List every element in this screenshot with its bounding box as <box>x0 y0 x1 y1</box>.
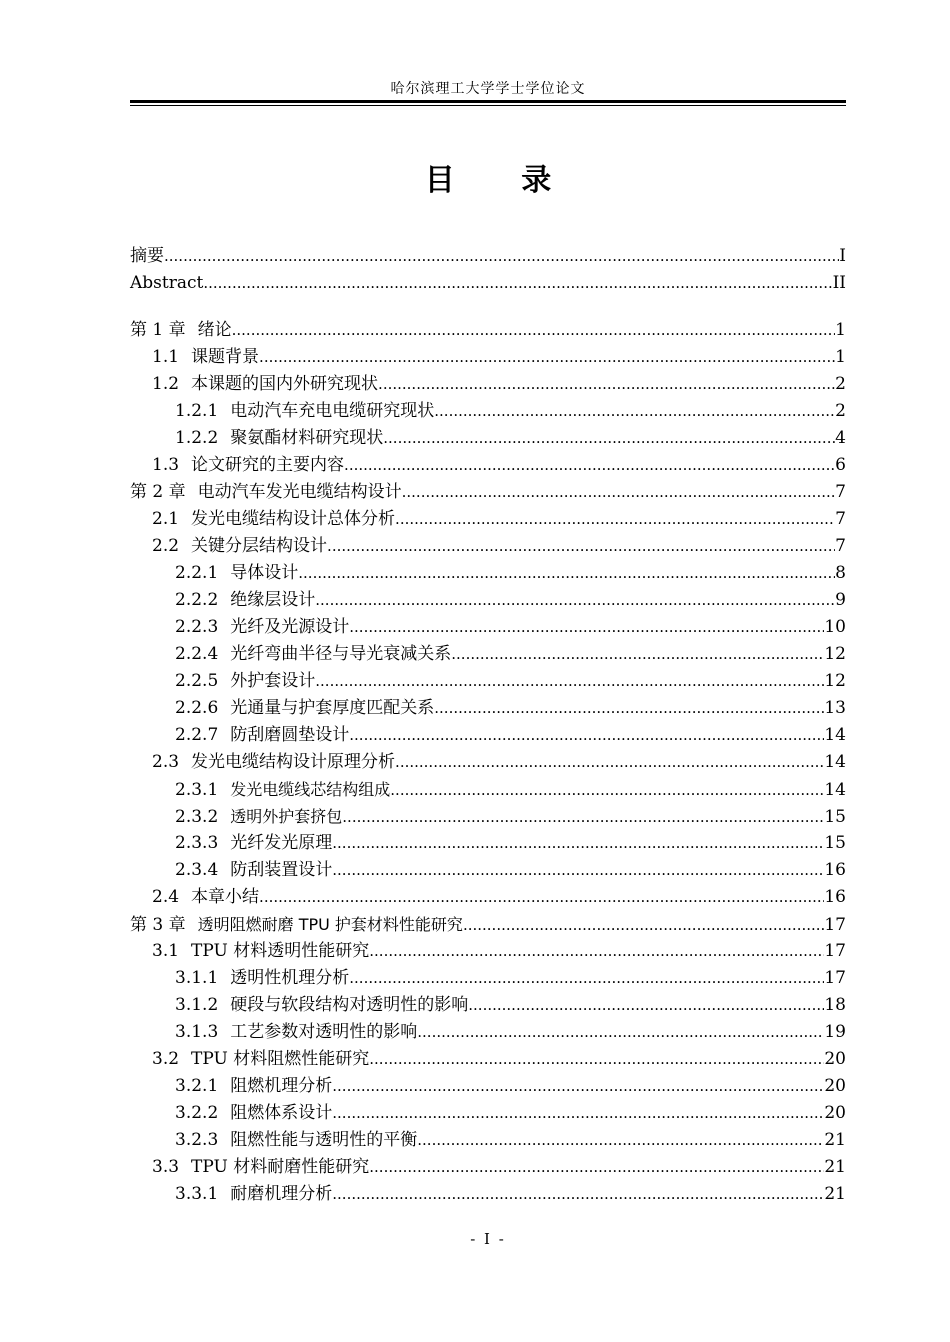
toc-title: 目 录 <box>424 163 580 198</box>
toc-entry-title <box>130 479 402 506</box>
header-rule-thin <box>130 105 846 106</box>
toc-entry-number: 3.1.2 <box>175 995 219 1015</box>
toc-entry-page: 7 <box>835 536 846 556</box>
toc-entry-number: 3.2 <box>152 1049 180 1069</box>
toc-entry-title <box>175 803 342 831</box>
toc-entry[interactable] <box>130 1046 846 1073</box>
page-number: - I - <box>470 1230 506 1248</box>
toc-entry-label: Abstract <box>130 273 204 293</box>
toc-entry[interactable] <box>130 614 846 641</box>
toc-entry[interactable] <box>130 270 846 297</box>
toc-entry-number: 3.2.3 <box>175 1130 219 1150</box>
toc-entry-label: 透明性机理分析 <box>230 968 350 988</box>
toc-entry-page: 2 <box>835 401 846 421</box>
toc-entry-title <box>175 857 332 884</box>
toc-entry-page: 17 <box>824 915 846 935</box>
toc-entry-page: 16 <box>824 860 846 880</box>
toc-entry-title <box>130 243 164 270</box>
toc-entry-page: 21 <box>824 1157 846 1177</box>
toc-entry[interactable] <box>130 776 846 803</box>
toc-entry-label: 聚氨酯材料研究现状 <box>230 428 384 448</box>
toc-entry-number: 3.2.1 <box>175 1076 219 1096</box>
toc-entry-title <box>175 641 451 668</box>
toc-entry[interactable] <box>130 317 846 344</box>
toc-entry-label: TPU 材料阻燃性能研究 <box>191 1049 370 1069</box>
toc-dot-leader <box>344 452 835 479</box>
toc-entry-number: 2.3.1 <box>175 780 219 800</box>
toc-dot-leader <box>463 912 824 939</box>
toc-dot-leader <box>259 344 835 371</box>
toc-entry-title <box>175 425 383 452</box>
toc-entry-title <box>152 506 395 533</box>
toc-entry-page: 21 <box>824 1184 846 1204</box>
toc-entry-title <box>175 560 298 587</box>
toc-entry[interactable] <box>130 398 846 425</box>
toc-dot-leader <box>434 695 824 722</box>
toc-entry-number: 1.3 <box>152 455 180 475</box>
toc-entry-page: 20 <box>824 1076 846 1096</box>
toc-entry-label: 导体设计 <box>230 563 299 583</box>
toc-dot-leader <box>468 992 824 1019</box>
toc-entry[interactable] <box>130 938 846 965</box>
toc-entry-title <box>152 1154 369 1181</box>
toc-entry[interactable] <box>130 641 846 668</box>
toc-entry-number: 1.2 <box>152 374 180 394</box>
toc-entry-title <box>152 884 259 911</box>
toc-dot-leader <box>332 1073 824 1100</box>
toc-entry[interactable] <box>130 1154 846 1181</box>
toc-entry-page: 12 <box>824 671 846 691</box>
toc-entry-number: 3.1 <box>152 941 180 961</box>
toc-entry-title <box>175 668 315 695</box>
toc-entry-title <box>152 344 259 371</box>
toc-entry-number: 1.2.2 <box>175 428 219 448</box>
toc-entry[interactable] <box>130 857 846 884</box>
toc-entry-page: 7 <box>835 509 846 529</box>
toc-entry-number: 3.3.1 <box>175 1184 219 1204</box>
toc-entry-page: 16 <box>824 887 846 907</box>
toc-entry[interactable] <box>130 425 846 452</box>
toc-entry-page: 4 <box>835 428 846 448</box>
toc-entry-page: 13 <box>824 698 846 718</box>
toc-dot-leader <box>395 749 824 776</box>
toc-entry-title <box>130 317 232 344</box>
toc-entry-number: 2.4 <box>152 887 180 907</box>
toc-entry[interactable] <box>130 506 846 533</box>
toc-dot-leader <box>164 243 839 270</box>
toc-entry-title <box>175 830 332 857</box>
toc-entry[interactable] <box>130 243 846 270</box>
toc-entry-page: 12 <box>824 644 846 664</box>
toc-entry-title <box>130 270 203 297</box>
toc-entry-label: 光纤发光原理 <box>230 833 333 853</box>
toc-entry[interactable] <box>130 371 846 398</box>
toc-entry[interactable] <box>130 722 846 749</box>
toc-entry[interactable] <box>130 1019 846 1046</box>
toc-entry-title <box>175 695 434 722</box>
toc-entry-number: 2.3.4 <box>175 860 219 880</box>
toc-entry[interactable] <box>130 479 846 506</box>
toc-entry-label: 发光电缆结构设计总体分析 <box>191 509 396 529</box>
toc-entry-page: 20 <box>824 1103 846 1123</box>
toc-entry-label: 光通量与护套厚度匹配关系 <box>230 698 435 718</box>
toc-entry-page: I <box>839 246 846 266</box>
toc-entry[interactable] <box>130 1073 846 1100</box>
toc-entry-label: 电动汽车发光电缆结构设计 <box>197 482 402 502</box>
toc-dot-leader <box>451 641 824 668</box>
toc-entry[interactable] <box>130 695 846 722</box>
toc-entry-label: 课题背景 <box>191 347 260 367</box>
toc-entry-page: 6 <box>835 455 846 475</box>
toc-entry-label: 绝缘层设计 <box>230 590 316 610</box>
toc-entry-number: 2.2.5 <box>175 671 219 691</box>
toc-entry[interactable] <box>130 1127 846 1154</box>
toc-entry-page: 15 <box>824 807 846 827</box>
toc-entry-label: 防刮磨圆垫设计 <box>230 725 350 745</box>
toc-entry-number: 3.2.2 <box>175 1103 219 1123</box>
toc-dot-leader <box>332 857 824 884</box>
toc-entry-page: 1 <box>835 320 846 340</box>
toc-entry[interactable] <box>130 992 846 1019</box>
toc-entry-page: 17 <box>824 941 846 961</box>
toc-dot-leader <box>315 668 824 695</box>
toc-dot-leader <box>378 371 835 398</box>
toc-entry-number: 2.2.3 <box>175 617 219 637</box>
toc-entry[interactable] <box>130 884 846 911</box>
toc-entry-title <box>152 452 344 479</box>
toc-entry-title <box>175 965 349 992</box>
toc-entry-label: 透明阻燃耐磨 TPU 护套材料性能研究 <box>197 915 463 934</box>
toc-entry-page: 9 <box>835 590 846 610</box>
toc-dot-leader <box>349 614 824 641</box>
toc-entry-page: 8 <box>835 563 846 583</box>
toc-entry[interactable] <box>130 965 846 992</box>
toc-entry-title <box>152 533 327 560</box>
toc-entry-title <box>152 371 378 398</box>
toc-entry-number: 第 2 章 <box>130 482 186 502</box>
toc-entry-number: 3.1.1 <box>175 968 219 988</box>
toc-entry-page: 21 <box>824 1130 846 1150</box>
toc-entry-title <box>175 992 468 1019</box>
toc-entry-title <box>152 749 395 776</box>
toc-entry-page: 18 <box>824 995 846 1015</box>
toc-entry-label: 阻燃体系设计 <box>230 1103 333 1123</box>
toc-entry-number: 2.2.7 <box>175 725 219 745</box>
toc-entry[interactable] <box>130 830 846 857</box>
toc-entry-title <box>175 614 349 641</box>
toc-dot-leader <box>232 317 836 344</box>
toc-dot-leader <box>369 938 824 965</box>
toc-entry-number: 2.2.6 <box>175 698 219 718</box>
toc-entry-label: 防刮装置设计 <box>230 860 333 880</box>
toc-dot-leader <box>417 1019 824 1046</box>
toc-dot-leader <box>369 1046 824 1073</box>
toc-entry-page: 1 <box>835 347 846 367</box>
toc-entry-label: 阻燃机理分析 <box>230 1076 333 1096</box>
toc-entry-page: 2 <box>835 374 846 394</box>
toc-entry-page: 20 <box>824 1049 846 1069</box>
toc-dot-leader <box>332 1181 824 1208</box>
toc-entry-label: 光纤弯曲半径与导光衰减关系 <box>230 644 452 664</box>
toc-entry-label: 光纤及光源设计 <box>230 617 350 637</box>
toc-dot-leader <box>342 804 824 831</box>
toc-entry[interactable] <box>130 560 846 587</box>
toc-entry-title <box>175 1100 332 1127</box>
toc-entry-page: 7 <box>835 482 846 502</box>
toc-dot-leader <box>434 398 835 425</box>
toc-entry[interactable] <box>130 803 846 830</box>
toc-entry-number: 1.2.1 <box>175 401 219 421</box>
toc-dot-leader <box>395 506 835 533</box>
toc-dot-leader <box>402 479 836 506</box>
toc-entry-label: 工艺参数对透明性的影响 <box>230 1022 418 1042</box>
toc-entry-title <box>175 722 349 749</box>
toc-entry[interactable] <box>130 587 846 614</box>
toc-entry-label: 耐磨机理分析 <box>230 1184 333 1204</box>
toc-dot-leader <box>298 560 835 587</box>
toc-entry-title <box>175 776 390 804</box>
toc-entry-label: 论文研究的主要内容 <box>191 455 345 475</box>
header-rule-thick <box>130 100 846 103</box>
toc-entry-title <box>175 1127 417 1154</box>
toc-entry-page: 14 <box>824 752 846 772</box>
toc-dot-leader <box>390 777 824 804</box>
toc-entry-title <box>175 398 434 425</box>
toc-entry-number: 2.2 <box>152 536 180 556</box>
toc-entry-label: 硬段与软段结构对透明性的影响 <box>230 995 469 1015</box>
toc-entry-number: 2.2.4 <box>175 644 219 664</box>
toc-entry-number: 2.3.2 <box>175 807 219 827</box>
toc-entry-title <box>130 911 463 939</box>
toc-entry-label: 外护套设计 <box>230 671 316 691</box>
toc-entry[interactable] <box>130 344 846 371</box>
toc-dot-leader <box>315 587 835 614</box>
toc-entry-label: 本课题的国内外研究现状 <box>191 374 379 394</box>
toc-entry-number: 第 3 章 <box>130 915 186 935</box>
toc-entry[interactable] <box>130 1100 846 1127</box>
toc-entry-number: 2.2.1 <box>175 563 219 583</box>
toc-dot-leader <box>349 965 824 992</box>
toc-entry[interactable] <box>130 668 846 695</box>
toc-entry-label: TPU 材料耐磨性能研究 <box>191 1157 370 1177</box>
toc-entry-label: 阻燃性能与透明性的平衡 <box>230 1130 418 1150</box>
toc-entry-page: 14 <box>824 780 846 800</box>
toc-entry-number: 3.1.3 <box>175 1022 219 1042</box>
table-of-contents <box>130 243 846 1208</box>
toc-entry-label: 关键分层结构设计 <box>191 536 328 556</box>
toc-entry-number: 2.2.2 <box>175 590 219 610</box>
toc-entry-label: 发光电缆线芯结构组成 <box>230 780 391 799</box>
toc-dot-leader <box>327 533 835 560</box>
toc-dot-leader <box>259 884 824 911</box>
toc-entry-page: 14 <box>824 725 846 745</box>
toc-entry-number: 2.3 <box>152 752 180 772</box>
toc-entry-title <box>152 1046 369 1073</box>
toc-dot-leader <box>383 425 835 452</box>
toc-dot-leader <box>203 270 832 297</box>
toc-entry-number: 1.1 <box>152 347 180 367</box>
toc-entry[interactable] <box>130 533 846 560</box>
toc-dot-leader <box>332 1100 824 1127</box>
toc-entry-label: TPU 材料透明性能研究 <box>191 941 370 961</box>
toc-entry-number: 第 1 章 <box>130 320 186 340</box>
toc-entry[interactable] <box>130 911 846 938</box>
toc-entry[interactable] <box>130 1181 846 1208</box>
toc-dot-leader <box>349 722 824 749</box>
toc-entry-number: 3.3 <box>152 1157 180 1177</box>
toc-entry-label: 本章小结 <box>191 887 260 907</box>
toc-entry-title <box>175 1073 332 1100</box>
toc-entry-page: 10 <box>824 617 846 637</box>
toc-entry-page: II <box>832 273 846 293</box>
toc-entry-label: 摘要 <box>130 246 164 266</box>
toc-entry-page: 15 <box>824 833 846 853</box>
toc-dot-leader <box>417 1127 824 1154</box>
running-header: 哈尔滨理工大学学士学位论文 <box>390 81 586 97</box>
toc-entry-label: 电动汽车充电电缆研究现状 <box>230 401 435 421</box>
toc-entry-label: 发光电缆结构设计原理分析 <box>191 752 396 772</box>
toc-entry-number: 2.3.3 <box>175 833 219 853</box>
toc-entry-label: 绪论 <box>197 320 232 340</box>
toc-entry-page: 19 <box>824 1022 846 1042</box>
toc-entry-title <box>175 1019 417 1046</box>
toc-entry-number: 2.1 <box>152 509 180 529</box>
toc-entry-page: 17 <box>824 968 846 988</box>
toc-entry-title <box>175 587 315 614</box>
toc-entry-title <box>175 1181 332 1208</box>
toc-entry-label: 透明外护套挤包 <box>230 807 343 826</box>
toc-dot-leader <box>332 830 824 857</box>
toc-entry[interactable] <box>130 452 846 479</box>
toc-entry-title <box>152 938 369 965</box>
toc-dot-leader <box>369 1154 824 1181</box>
toc-entry[interactable] <box>130 749 846 776</box>
